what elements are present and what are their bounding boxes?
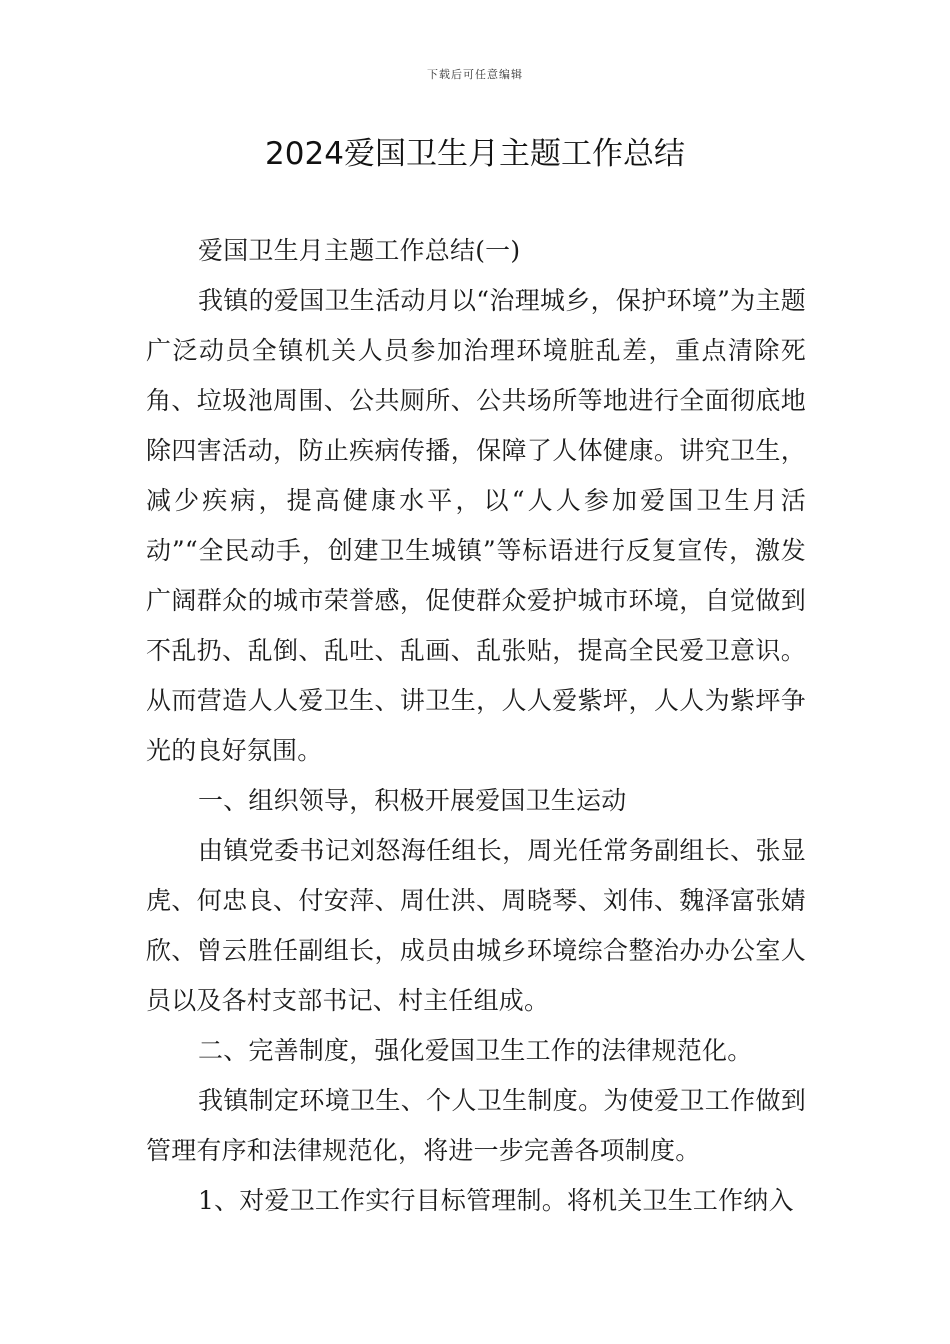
- paragraph-intro: 我镇的爱国卫生活动月以“治理城乡，保护环境”为主题广泛动员全镇机关人员参加治理环境脏乱差，重点清除死角、垃圾池周围、公共厕所、公共场所等地进行全面彻底地除四害活动，防止疾病传播，保障了人体健康。讲究卫生，减少疾病，提高健康水平，以“人人参加爱国卫生月活动”“全民动手，创建卫生城镇”等标语进行反复宣传，激发广阔群众的城市荣誉感，促使群众爱护城市环境，自觉做到不乱扔、乱倒、乱吐、乱画、乱张贴，提高全民爱卫意识。从而营造人人爱卫生、讲卫生，人人爱紫坪，人人为紫坪争光的良好氛围。: [146, 286, 806, 765]
- heading-section-2: 二、完善制度，强化爱国卫生工作的法律规范化。: [198, 1036, 753, 1065]
- header-note: 下载后可任意编辑: [427, 68, 523, 81]
- document-title: 2024爱国卫生月主题工作总结: [265, 136, 685, 172]
- paragraph-leadership: 由镇党委书记刘怒海任组长，周光任常务副组长、张显虎、何忠良、付安萍、周仕洪、周晓琴、刘伟、魏泽富张婧欣、曾云胜任副组长，成员由城乡环境综合整治办办公室人员以及各村支部书记、村主任组成。: [146, 836, 806, 1015]
- section-subtitle: 爱国卫生月主题工作总结(一): [198, 236, 521, 265]
- paragraph-system: 我镇制定环境卫生、个人卫生制度。为使爱卫工作做到管理有序和法律规范化，将进一步完善各项制度。: [146, 1086, 806, 1165]
- paragraph-item-1: 1、对爱卫工作实行目标管理制。将机关卫生工作纳入: [198, 1186, 794, 1215]
- heading-section-1: 一、组织领导，积极开展爱国卫生运动: [198, 786, 627, 815]
- document-body: [146, 226, 806, 1226]
